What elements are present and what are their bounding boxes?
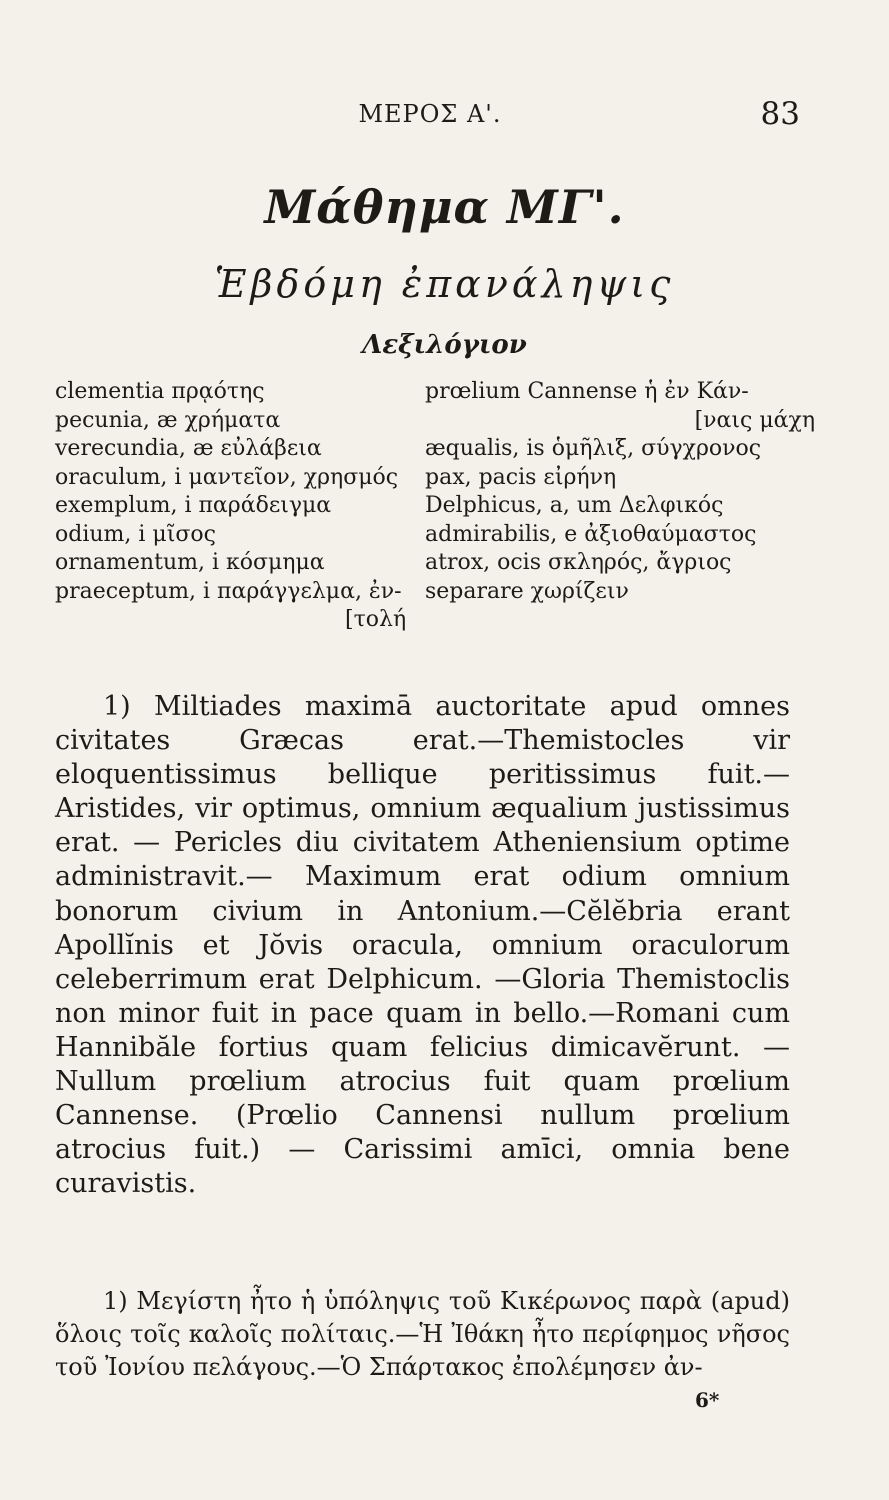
vocab-entry-continuation: [ναις μάχη [694, 407, 815, 433]
vocabulary-right-column [425, 378, 815, 606]
latin-exercise-paragraph: 1) Miltiades maximā auctoritate apud omnes civitates Græcas erat.—Themistocles vir eloquentissimus bellique peritissimus fuit.—Aristides, vir optimus, omnium æqualium justissimus erat. — Pericles diu civitatem Atheniensium optime administravit.— Maximum erat odium omnium bonorum civium in Antonium.—Cĕlĕbria erant Apollĭnis et Jŏvis oracula, omnium oraculorum celeberrimum erat Delphicum. —Gloria Themistoclis non minor fuit in pace quam in bello.—Romani cum Hannibăle fortius quam felicius dimicavĕrunt. — Nullum prœlium atrocius fuit quam prœlium Cannense. (Prœlio Cannensi nullum prœlium atrocius fuit.) — Carissimi amīci, omnia bene curavistis. [55, 691, 790, 1200]
vocab-entry: admirabilis, e ἀξιοθαύμαστος [425, 521, 757, 547]
vocab-entry: pax, pacis εἰρήνη [425, 464, 617, 490]
vocab-entry: atrox, ocis σκληρός, ἄγριος [425, 550, 732, 575]
vocab-entry: praeceptum, i παράγγελμα, ἐν- [55, 578, 402, 604]
vocab-entry: ornamentum, i κόσμημα [55, 550, 325, 575]
running-title: ΜΕΡΟΣ Α'. [358, 100, 502, 128]
vocab-entry: pecunia, æ χρήματα [55, 407, 281, 433]
greek-exercise-paragraph: 1) Μεγίστη ἦτο ἡ ὑπόληψις τοῦ Κικέρωνος παρὰ (apud) ὅλοις τοῖς καλοῖς πολίταις.—Ἡ Ἰθάκη ἦτο περίφημος νῆσος τοῦ Ἰονίου πελάγους.—Ὁ Σπάρτακος ἐπολέμησεν ἀν- [55, 1287, 790, 1381]
vocab-entry: oraculum, i μαντεῖον, χρησμός [55, 464, 399, 490]
vocabulary-left-column [55, 378, 415, 635]
lesson-subtitle: Ἑβδόμη ἐπανάληψις [214, 262, 675, 306]
running-head [60, 96, 800, 132]
vocab-entry: Delphicus, a, um Δελφικός [425, 493, 724, 518]
vocab-entry: separare χωρίζειν [425, 578, 629, 604]
greek-exercise [55, 1285, 790, 1384]
vocabulary-heading: Λεξιλόγιον [362, 330, 527, 360]
vocab-entry-continuation: [τολή [345, 607, 407, 632]
vocab-entry: clementia πρᾳότης [55, 379, 265, 404]
vocab-entry: odium, i μῖσος [55, 521, 216, 547]
vocab-entry: æqualis, is ὁμῆλιξ, σύγχρονος [425, 436, 762, 461]
vocab-entry: verecundia, æ εὐλάβεια [55, 436, 322, 461]
page-number: 83 [760, 96, 800, 132]
signature-mark: 6* [695, 1388, 720, 1412]
vocab-entry: prœlium Cannense ἡ ἐν Κάν- [425, 379, 749, 404]
latin-exercise [55, 690, 790, 1201]
lesson-title: Μάθημα ΜΓ'. [264, 180, 625, 234]
vocab-entry: exemplum, i παράδειγμα [55, 493, 332, 518]
